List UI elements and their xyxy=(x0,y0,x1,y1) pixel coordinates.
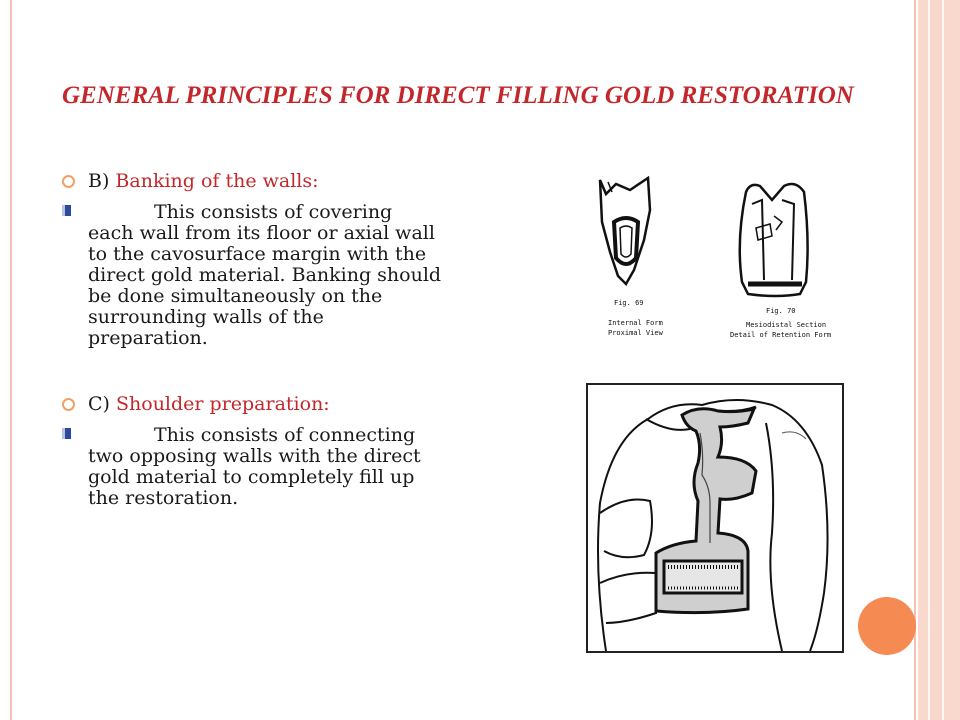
ring-bullet-icon xyxy=(62,398,75,411)
block-bullet-icon xyxy=(62,205,71,216)
section-label: C) xyxy=(88,393,110,415)
slide-title: GENERAL PRINCIPLES FOR DIRECT FILLING GOLD RESTORATION xyxy=(62,82,854,109)
right-frame-line xyxy=(914,0,916,720)
fig70-caption-line1: Mesiodistal Section xyxy=(746,321,827,329)
tooth-occlusal-figure xyxy=(586,383,844,653)
fig69-number: Fig. 69 xyxy=(614,299,644,307)
section-heading-shoulder xyxy=(62,393,442,415)
fig69-caption-line1: Internal Form xyxy=(608,319,663,327)
fig70-caption-line2: Detail of Retention Form xyxy=(730,331,832,339)
retention-box xyxy=(664,561,742,593)
section-heading-text: Banking of the walls: xyxy=(115,170,319,192)
section-paragraph-shoulder xyxy=(62,425,442,509)
paragraph-text: This consists of covering each wall from its floor or axial wall to the cavosurface margin with the direct gold material. Banking should be done simultaneously on the surrounding walls of the preparation. xyxy=(88,201,442,349)
tooth-figures-top xyxy=(586,170,844,346)
fig70-drawing xyxy=(740,184,808,296)
band-stripe xyxy=(942,0,944,720)
band-stripe xyxy=(928,0,930,720)
fig70-number: Fig. 70 xyxy=(766,307,796,315)
section-heading-text: Shoulder preparation: xyxy=(116,393,330,415)
section-paragraph-banking xyxy=(62,202,442,349)
ring-bullet-icon xyxy=(62,175,75,188)
fig69-drawing xyxy=(600,178,650,284)
block-bullet-icon xyxy=(62,428,71,439)
decorative-circle xyxy=(858,597,916,655)
right-decorative-band xyxy=(918,0,960,720)
fig69-caption-line2: Proximal View xyxy=(608,329,663,337)
paragraph-text: This consists of connecting two opposing walls with the direct gold material to completely fill up the restoration. xyxy=(88,424,421,509)
section-heading-banking xyxy=(62,170,442,192)
left-frame-line xyxy=(10,0,12,720)
slide-content xyxy=(62,170,442,509)
section-label: B) xyxy=(88,170,110,192)
